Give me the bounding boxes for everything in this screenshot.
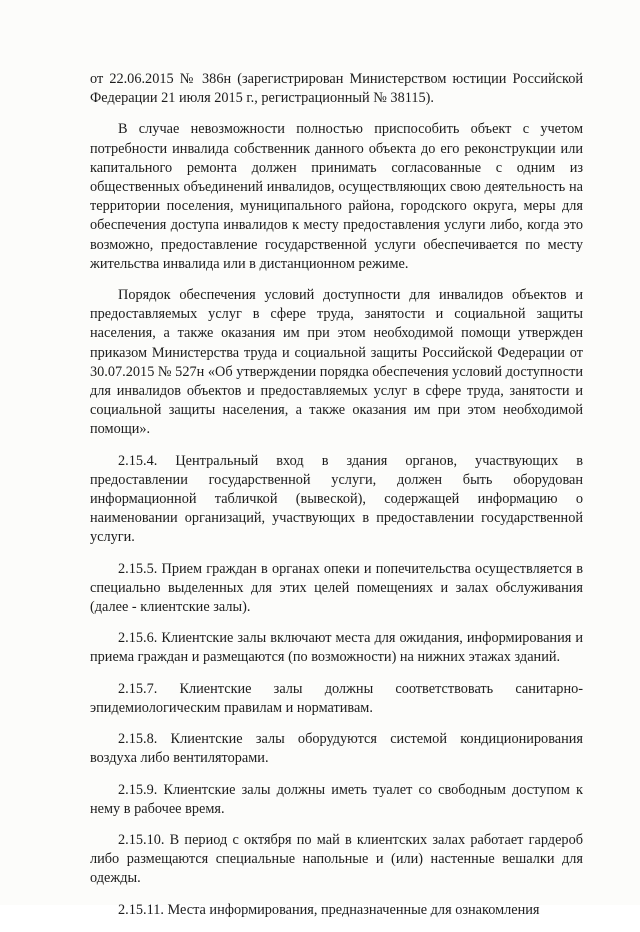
paragraph-2-15-5: 2.15.5. Прием граждан в органах опеки и попечительства осуществляется в специально выделенных для этих целей помещениях и залах обслуживания (далее - клиентские залы). xyxy=(90,560,583,616)
paragraph-2-15-4: 2.15.4. Центральный вход в здания органов, участвующих в предоставлении государственной услуги, должен быть оборудован информационной табличкой (вывеской), содержащей информацию о наименовании организаций, участвующих в предоставлении государственной услуги. xyxy=(90,452,583,546)
paragraph-2-15-8: 2.15.8. Клиентские залы оборудуются системой кондиционирования воздуха либо вентиляторами. xyxy=(90,731,583,767)
paragraph-2-15-10: 2.15.10. В период с октября по май в клиентских залах работает гардероб либо размещаются специальные напольные и (или) настенные вешалки для одежды. xyxy=(90,831,583,887)
paragraph-order-reference: от 22.06.2015 № 386н (зарегистрирован Министерством юстиции Российской Федерации 21 июля 2015 г., регистрационный № 38115). xyxy=(90,71,583,107)
document-body xyxy=(90,70,583,932)
paragraph-2-15-11: 2.15.11. Места информирования, предназначенные для ознакомления xyxy=(118,901,540,918)
paragraph-2-15-7: 2.15.7. Клиентские залы должны соответствовать санитарно-эпидемиологическим правилам и нормативам. xyxy=(90,680,583,716)
paragraph-accessibility-measures: В случае невозможности полностью приспособить объект с учетом потребности инвалида собственник данного объекта до его реконструкции или капитального ремонта должен принимать согласованные с одним из общественных объединений инвалидов, осуществляющих свою деятельность на территории поселения, муниципального района, городского округа, меры для обеспечения доступа инвалидов к месту предоставления услуги либо, когда это возможно, предоставление государственной услуги обеспечивается по месту жительства инвалида или в дистанционном режиме. xyxy=(90,121,583,272)
paragraph-2-15-6: 2.15.6. Клиентские залы включают места для ожидания, информирования и приема граждан и размещаются (по возможности) на нижних этажах зданий. xyxy=(90,630,583,666)
paragraph-accessibility-procedure: Порядок обеспечения условий доступности для инвалидов объектов и предоставляемых услуг в сфере труда, занятости и социальной защиты населения, а также оказания им при этом необходимой помощи утвержден приказом Министерства труда и социальной защиты Российской Федерации от 30.07.2015 № 527н «Об утверждении порядка обеспечения условий доступности для инвалидов объектов и предоставляемых услуг в сфере труда, занятости и социальной защиты населения, а также оказания им при этом необходимой помощи». xyxy=(90,287,583,438)
paragraph-2-15-9: 2.15.9. Клиентские залы должны иметь туалет со свободным доступом к нему в рабочее время. xyxy=(90,781,583,817)
